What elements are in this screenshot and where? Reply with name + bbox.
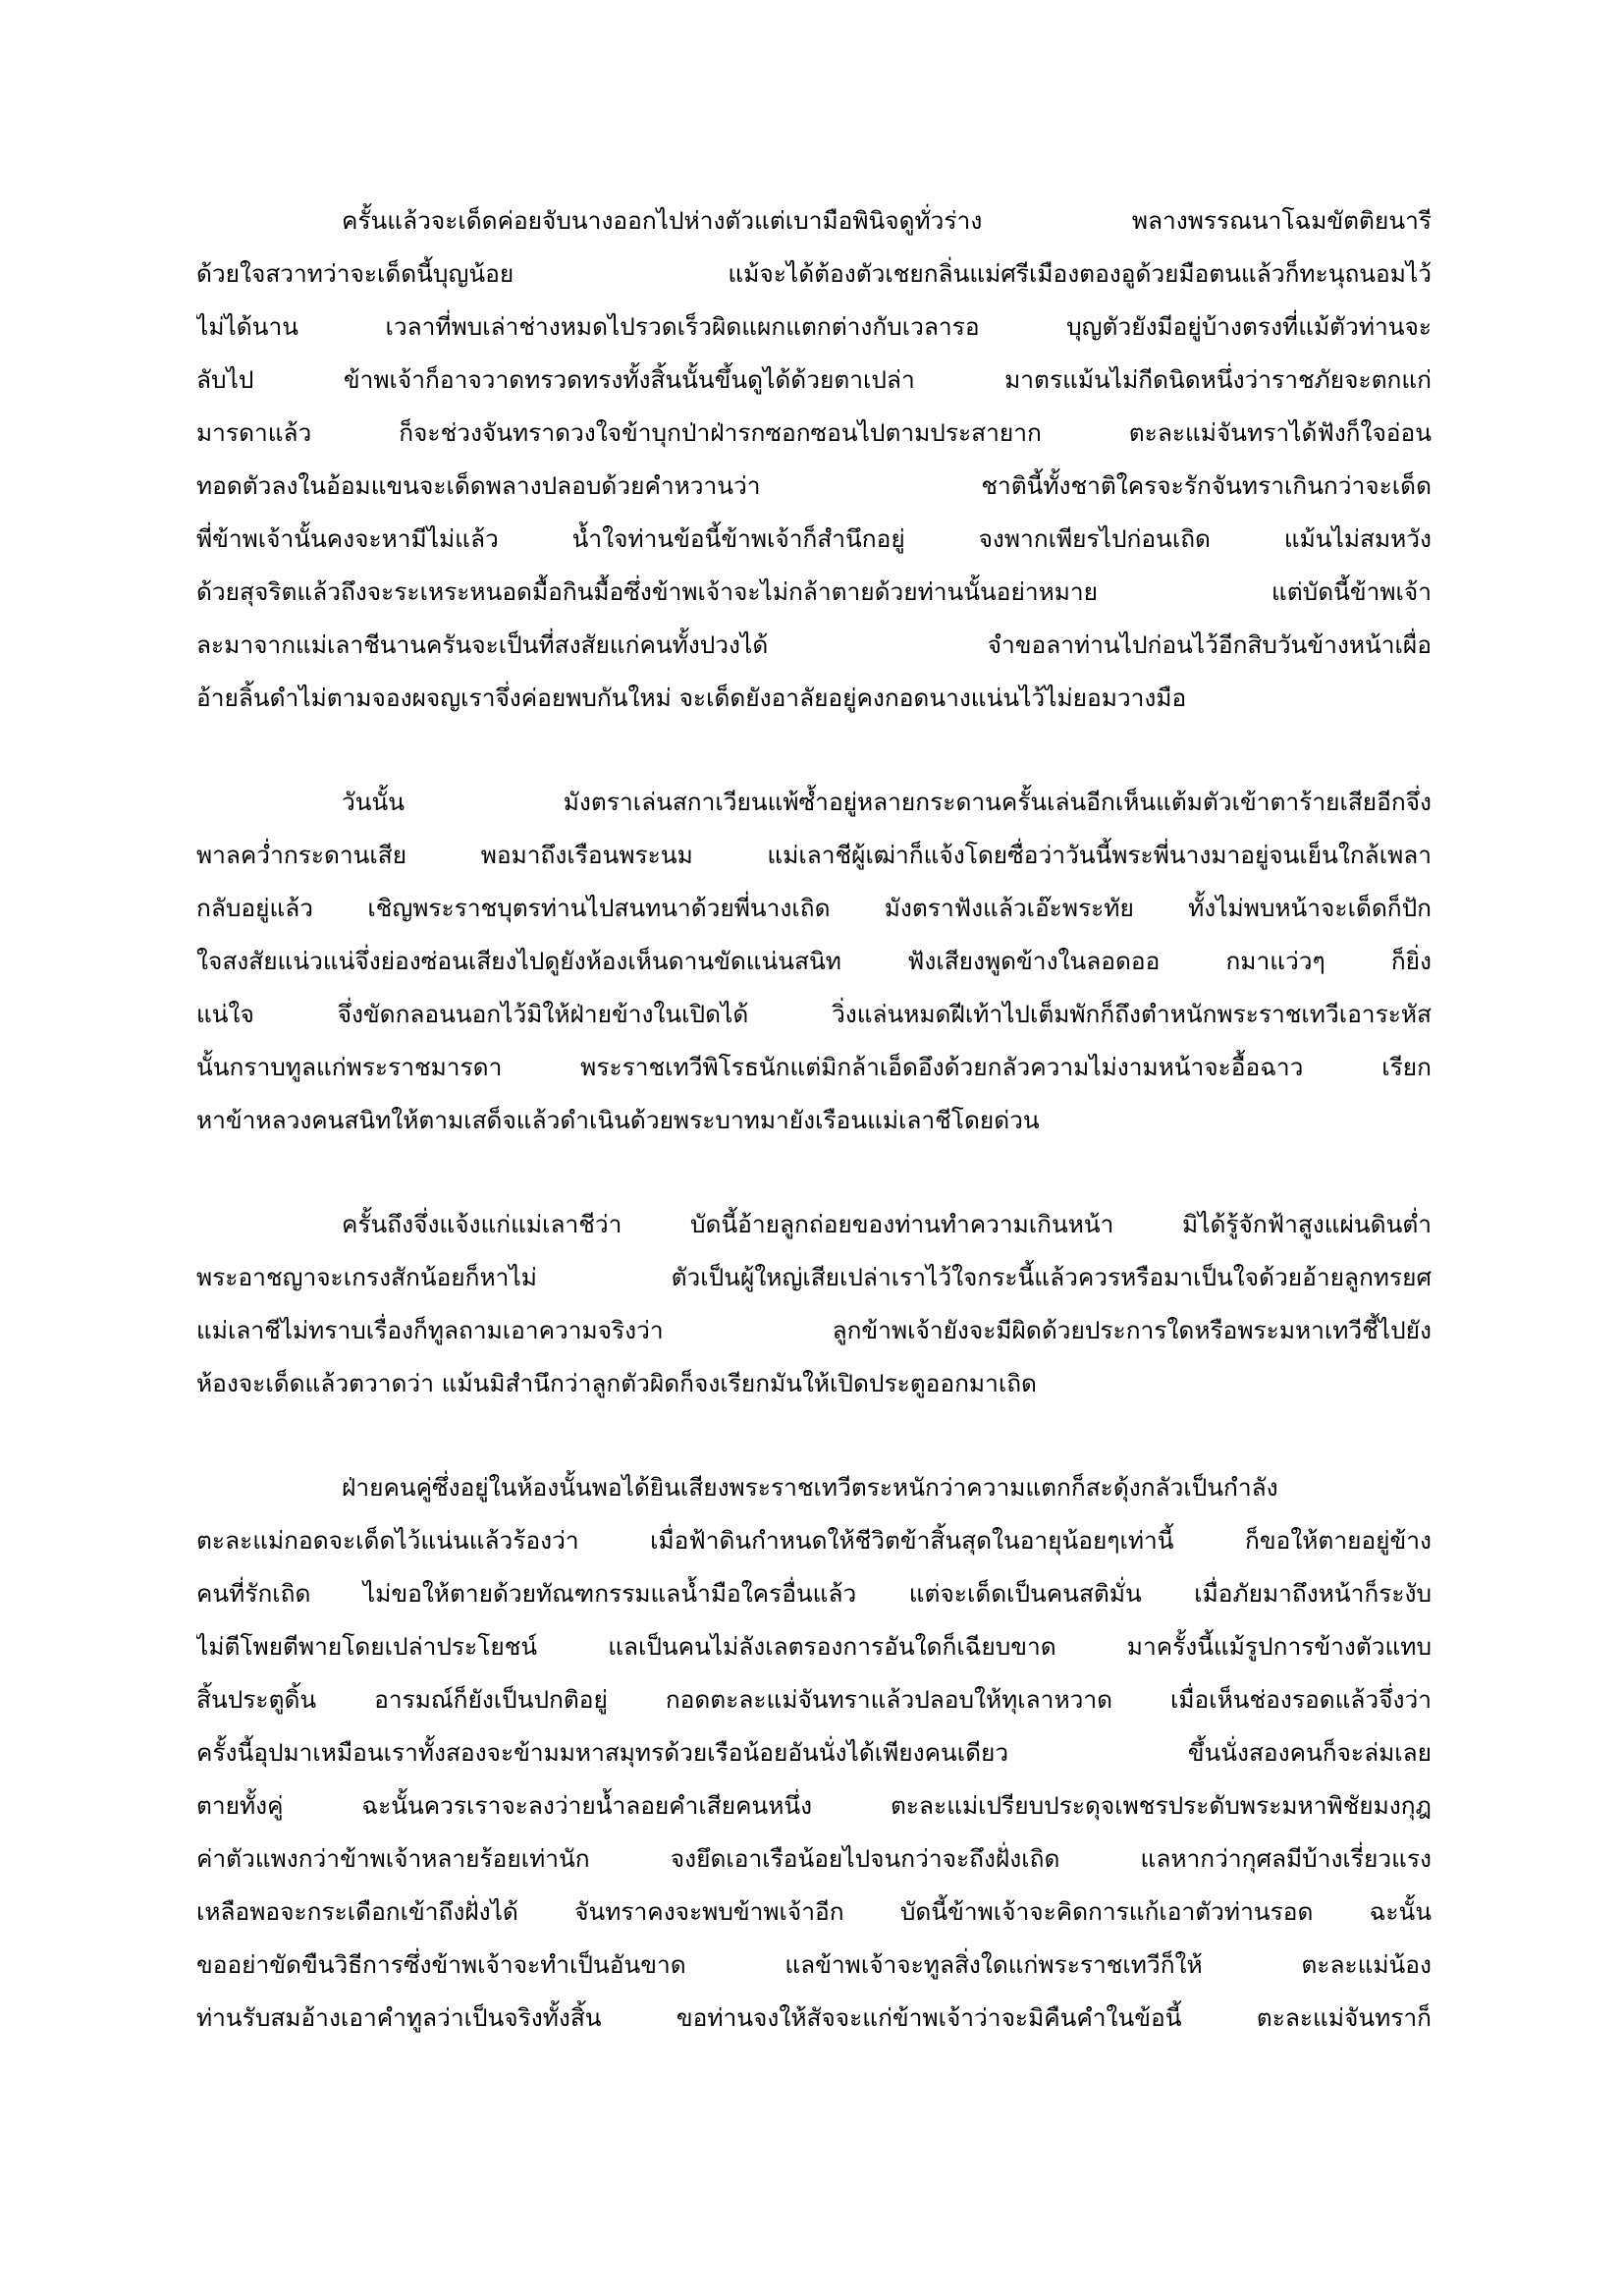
text-line: แม่เลาชีไม่ทราบเรื่องก็ทูลถามเอาความจริงว่า ลูกข้าพเจ้ายังจะมีผิดด้วยประการใดหรือพระมหาเทวีชี้ไปยัง — [196, 1316, 1432, 1344]
text-line: ด้วยสุจริตแล้วถึงจะระเหระหนอดมื้อกินมื้อซึ่งข้าพเจ้าจะไม่กล้าตายด้วยท่านนั้นอย่าหมาย แต่บัดนี้ข้าพเจ้า — [196, 577, 1432, 606]
text-line: ครั้งนี้อุปมาเหมือนเราทั้งสองจะข้ามมหาสมุทรด้วยเรือน้อยอันนั่งได้เพียงคนเดียว ขึ้นนั่งสองคนก็จะล่มเลย — [196, 1738, 1432, 1767]
text-line: สิ้นประตูดิ้น อารมณ์ก็ยังเป็นปกติอยู่ กอดตะละแม่จันทราแล้วปลอบให้ทุเลาหวาด เมื่อเห็นช่องรอดแล้วจึ่งว่า — [196, 1685, 1432, 1714]
document-page — [196, 194, 1432, 2045]
paragraph-4 — [196, 1461, 1432, 2045]
text-line: พระอาชญาจะเกรงสักน้อยก็หาไม่ ตัวเป็นผู้ใหญ่เสียเปล่าเราไว้ใจกระนี้แล้วควรหรือมาเป็นใจด้วยอ้ายลูกทรยศ — [196, 1263, 1432, 1291]
text-line: ตายทั้งคู่ ฉะนั้นควรเราจะลงว่ายน้ำลอยคำเสียคนหนึ่ง ตะละแม่เปรียบประดุจเพชรประดับพระมหาพิชัยมงกุฎ — [196, 1791, 1432, 1820]
text-line: คนที่รักเถิด ไม่ขอให้ตายด้วยทัณฑกรรมแลน้ำมือใครอื่นแล้ว แต่จะเด็ดเป็นคนสติมั่น เมื่อภัยมาถึงหน้าก็ระงับ — [196, 1579, 1432, 1608]
paragraph-spacer — [196, 1147, 1432, 1198]
text-line: หาข้าหลวงคนสนิทให้ตามเสด็จแล้วดำเนินด้วยพระบาทมายังเรือนแม่เลาชีโดยด่วน — [196, 1106, 1040, 1134]
paragraph-2 — [196, 776, 1432, 1147]
text-line: ค่าตัวแพงกว่าข้าพเจ้าหลายร้อยเท่านัก จงยึดเอาเรือน้อยไปจนกว่าจะถึงฝั่งเถิด แลหากว่ากุศลมีบ้างเรี่ยวแรง — [196, 1844, 1432, 1873]
text-line: ห้องจะเด็ดแล้วตวาดว่า แม้นมิสำนึกว่าลูกตัวผิดก็จงเรียกมันให้เปิดประตูออกมาเถิด — [196, 1369, 1037, 1397]
text-line: ทอดตัวลงในอ้อมแขนจะเด็ดพลางปลอบด้วยคำหวานว่า ชาตินี้ทั้งชาติใครจะรักจันทราเกินกว่าจะเด็ด — [196, 471, 1432, 500]
text-line: ฝ่ายคนคู่ซึ่งอยู่ในห้องนั้นพอได้ยินเสียงพระราชเทวีตระหนักว่าความแตกก็สะดุ้งกลัวเป็นกำลัง — [342, 1473, 1278, 1502]
text-line: ขออย่าขัดขืนวิธีการซึ่งข้าพเจ้าจะทำเป็นอันขาด แลข้าพเจ้าจะทูลสิ่งใดแก่พระราชเทวีก็ให้ ตะละแม่น้อง — [196, 1950, 1432, 1979]
paragraph-spacer — [196, 1410, 1432, 1461]
paragraph-1 — [196, 194, 1432, 725]
text-line: ใจสงสัยแน่วแน่จึ่งย่องซ่อนเสียงไปดูยังห้องเห็นดานขัดแน่นสนิท ฟังเสียงพูดข้างในลอดออ กมาแว่วๆ ก็ยิ่ง — [196, 947, 1432, 975]
text-line: ด้วยใจสวาทว่าจะเด็ดนี้บุญน้อย แม้จะได้ต้องตัวเชยกลิ่นแม่ศรีเมืองตองอูด้วยมือตนแล้วก็ทะนุถนอมไว้ — [196, 259, 1432, 288]
paragraph-3 — [196, 1198, 1432, 1410]
text-line: ไม่ตีโพยตีพายโดยเปล่าประโยชน์ แลเป็นคนไม่ลังเลตรองการอันใดก็เฉียบขาด มาครั้งนี้แม้รูปการข้างตัวแทบ — [196, 1632, 1432, 1661]
text-line: มารดาแล้ว ก็จะช่วงจันทราดวงใจข้าบุกป่าฝ่ารกซอกซอนไปตามประสายาก ตะละแม่จันทราได้ฟังก็ใจอ่อน — [196, 418, 1432, 447]
text-line: วันนั้น มังตราเล่นสกาเวียนแพ้ซ้ำอยู่หลายกระดานครั้นเล่นอีกเห็นแต้มตัวเข้าตาร้ายเสียอีกจึ่ง — [342, 788, 1432, 816]
text-line: ตะละแม่กอดจะเด็ดไว้แน่นแล้วร้องว่า เมื่อฟ้าดินกำหนดให้ชีวิตข้าสิ้นสุดในอายุน้อยๆเท่านี้ ก็ขอให้ตายอยู่ข้าง — [196, 1526, 1432, 1555]
text-line: ครั้นถึงจึ่งแจ้งแก่แม่เลาชีว่า บัดนี้อ้ายลูกถ่อยของท่านทำความเกินหน้า มิได้รู้จักฟ้าสูงแผ่นดินต่ำ — [342, 1210, 1432, 1238]
text-line: อ้ายลิ้นดำไม่ตามจองผจญเราจึ่งค่อยพบกันใหม่ จะเด็ดยังอาลัยอยู่คงกอดนางแน่นไว้ไม่ยอมวางมือ — [196, 683, 1187, 712]
text-line: นั้นกราบทูลแก่พระราชมารดา พระราชเทวีพิโรธนักแต่มิกล้าเอ็ดอึงด้วยกลัวความไม่งามหน้าจะอื้อฉาว เรียก — [196, 1053, 1432, 1081]
text-line: ไม่ได้นาน เวลาที่พบเล่าช่างหมดไปรวดเร็วผิดแผกแตกต่างกับเวลารอ บุญตัวยังมีอยู่บ้างตรงที่แม้ตัวท่านจะ — [196, 312, 1432, 341]
text-line: ลับไป ข้าพเจ้าก็อาจวาดทรวดทรงทั้งสิ้นนั้นขึ้นดูได้ด้วยตาเปล่า มาตรแม้นไม่กีดนิดหนึ่งว่าราชภัยจะตกแก่ — [196, 365, 1432, 394]
text-line: พี่ข้าพเจ้านั้นคงจะหามีไม่แล้ว น้ำใจท่านข้อนี้ข้าพเจ้าก็สำนึกอยู่ จงพากเพียรไปก่อนเถิด แม้นไม่สมหวัง — [196, 524, 1432, 553]
text-line: พาลคว่ำกระดานเสีย พอมาถึงเรือนพระนม แม่เลาชีผู้เฒ่าก็แจ้งโดยซื่อว่าวันนี้พระพี่นางมาอยู่จนเย็นใกล้เพลา — [196, 841, 1432, 869]
text-line: แน่ใจ จึ่งขัดกลอนนอกไว้มิให้ฝ่ายข้างในเปิดได้ วิ่งแล่นหมดฝีเท้าไปเต็มพักก็ถึงตำหนักพระราชเทวีเอาระหัส — [196, 1000, 1432, 1028]
text-line: ท่านรับสมอ้างเอาคำทูลว่าเป็นจริงทั้งสิ้น ขอท่านจงให้สัจจะแก่ข้าพเจ้าว่าจะมิคืนคำในข้อนี้ ตะละแม่จันทราก็ — [196, 2003, 1432, 2032]
text-line: ละมาจากแม่เลาชีนานครันจะเป็นที่สงสัยแก่คนทั้งปวงได้ จำขอลาท่านไปก่อนไว้อีกสิบวันข้างหน้าเผื่อ — [196, 630, 1432, 659]
text-line: กลับอยู่แล้ว เชิญพระราชบุตรท่านไปสนทนาด้วยพี่นางเถิด มังตราฟังแล้วเอ๊ะพระทัย ทั้งไม่พบหน้าจะเด็ดก็ปัก — [196, 894, 1432, 922]
text-line: ครั้นแล้วจะเด็ดค่อยจับนางออกไปห่างตัวแต่เบามือพินิจดูทั่วร่าง พลางพรรณนาโฉมขัตติยนารี — [342, 206, 1432, 235]
text-line: เหลือพอจะกระเดือกเข้าถึงฝั่งได้ จันทราคงจะพบข้าพเจ้าอีก บัดนี้ข้าพเจ้าจะคิดการแก้เอาตัวท่านรอด ฉะนั้น — [196, 1897, 1432, 1926]
paragraph-spacer — [196, 725, 1432, 776]
